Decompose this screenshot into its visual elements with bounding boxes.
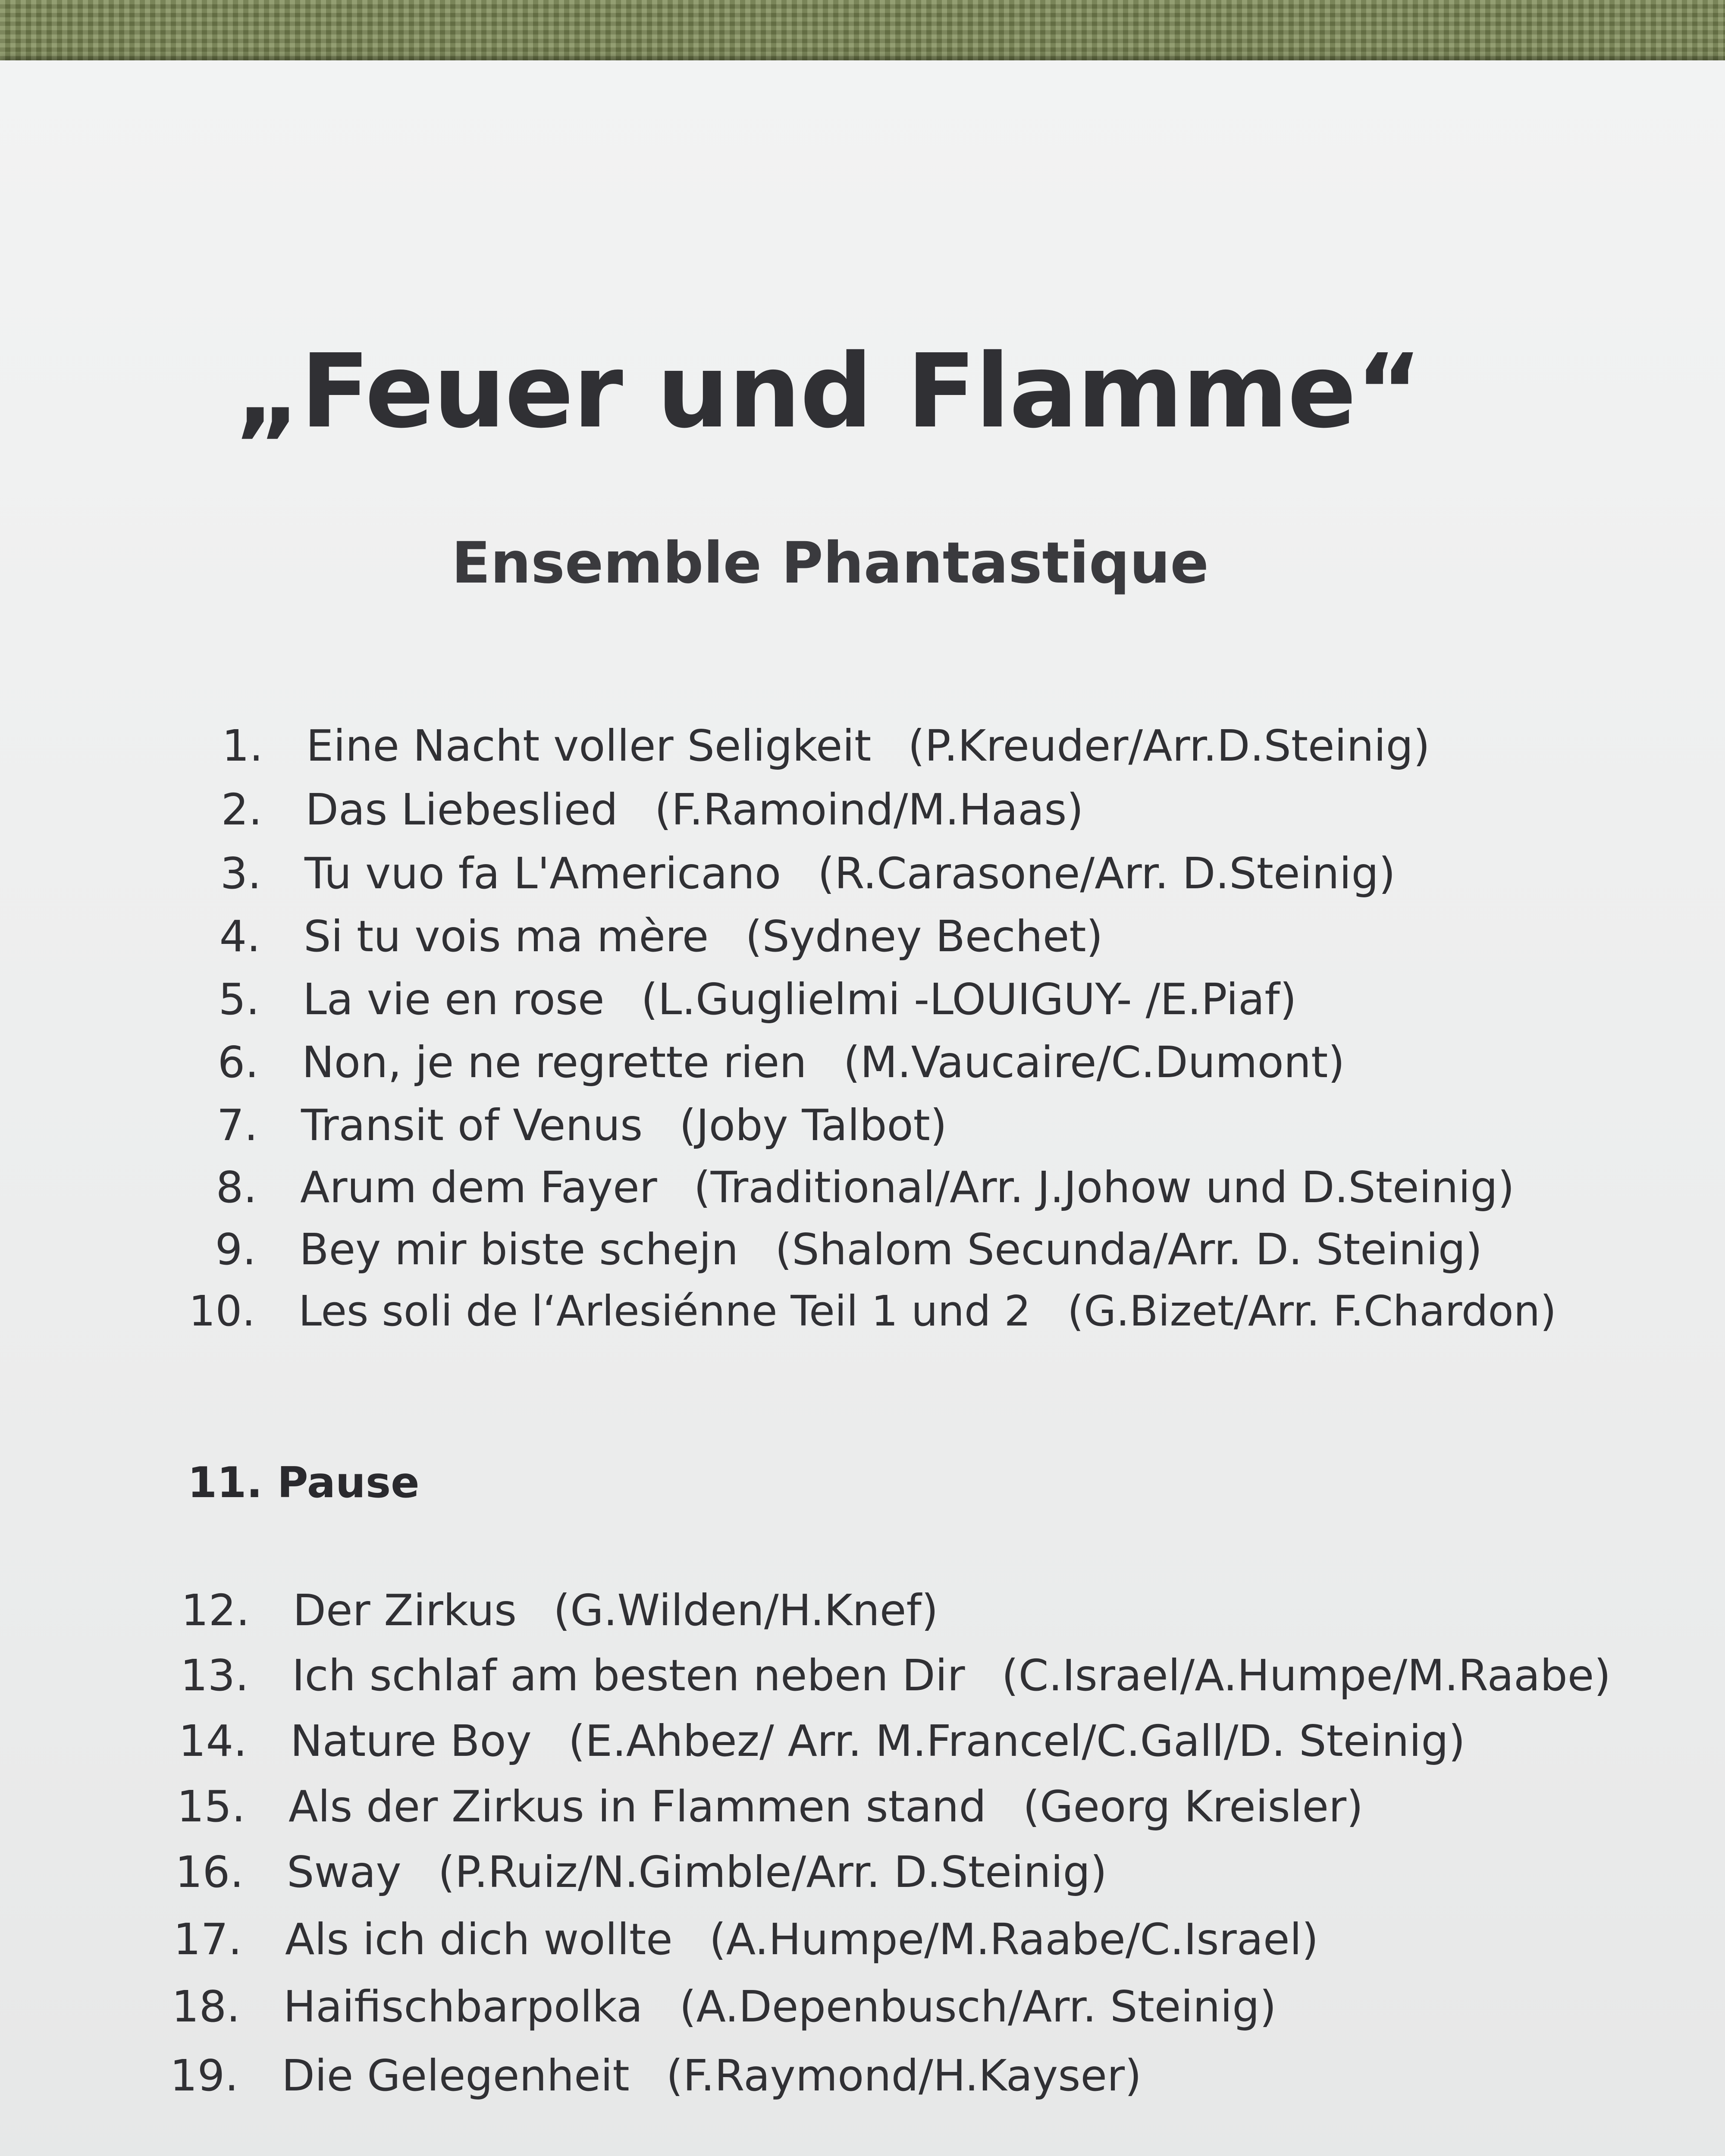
- fabric-background: [0, 0, 1725, 65]
- song-credit: (Shalom Secunda/Arr. D. Steinig): [775, 1224, 1483, 1275]
- song-credit: (Georg Kreisler): [1022, 1781, 1364, 1832]
- item-number: 3.: [220, 848, 261, 899]
- song-credit: (Joby Talbot): [679, 1100, 947, 1150]
- item-number: 12.: [181, 1585, 250, 1636]
- song-title: Eine Nacht voller Seligkeit: [306, 721, 872, 771]
- song-title: La vie en rose: [303, 974, 605, 1025]
- list-item: [165, 1981, 1276, 2032]
- list-item: [170, 1781, 1364, 1832]
- song-title: Si tu vois ma mère: [304, 911, 709, 962]
- song-title: Non, je ne regrette rien: [302, 1037, 807, 1087]
- item-number: 9.: [215, 1224, 256, 1275]
- song-credit: (Sydney Bechet): [745, 911, 1103, 962]
- song-title: Als ich dich wollte: [285, 1914, 673, 1965]
- list-item: [166, 1914, 1319, 1965]
- song-title: Haifischbarpolka: [283, 1981, 643, 2032]
- page-title: „Feuer und Flamme“: [234, 332, 1422, 451]
- list-item: [188, 721, 1430, 771]
- song-title: Bey mir biste schejn: [299, 1224, 739, 1275]
- item-number: 6.: [217, 1037, 259, 1087]
- song-title: Der Zirkus: [293, 1585, 517, 1636]
- list-item: [185, 911, 1103, 962]
- song-credit: (A.Humpe/M.Raabe/C.Israel): [709, 1914, 1319, 1965]
- song-credit: (F.Raymond/H.Kayser): [666, 2050, 1142, 2101]
- song-credit: (M.Vaucaire/C.Dumont): [843, 1037, 1345, 1087]
- song-credit: (F.Ramoind/M.Haas): [654, 784, 1084, 835]
- list-item: [184, 974, 1297, 1025]
- song-credit: (P.Ruiz/N.Gimble/Arr. D.Steinig): [438, 1847, 1107, 1897]
- list-item: [186, 848, 1396, 899]
- list-item: [187, 784, 1084, 835]
- list-item: [168, 1847, 1107, 1897]
- song-title: Nature Boy: [290, 1716, 532, 1766]
- item-number: 2.: [221, 784, 262, 835]
- song-credit: (E.Ahbez/ Arr. M.Francel/C.Gall/D. Steinig): [568, 1716, 1465, 1766]
- list-item: [181, 1224, 1483, 1275]
- item-number: 16.: [175, 1847, 244, 1897]
- item-number: 7.: [216, 1100, 258, 1150]
- song-credit: (G.Bizet/Arr. F.Chardon): [1067, 1287, 1557, 1335]
- song-credit: (R.Carasone/Arr. D.Steinig): [818, 848, 1396, 899]
- ensemble-name: Ensemble Phantastique: [452, 530, 1209, 596]
- item-number: 17.: [173, 1914, 242, 1965]
- item-number: 4.: [219, 911, 260, 962]
- item-number: 18.: [171, 1981, 240, 2032]
- pause-label: 11. Pause: [188, 1458, 420, 1507]
- item-number: 13.: [180, 1650, 249, 1701]
- song-title: Als der Zirkus in Flammen stand: [289, 1781, 986, 1832]
- song-title: Sway: [287, 1847, 401, 1897]
- song-credit: (C.Israel/A.Humpe/M.Raabe): [1001, 1650, 1611, 1701]
- song-credit: (P.Kreuder/Arr.D.Steinig): [908, 721, 1430, 771]
- song-title: Arum dem Fayer: [300, 1162, 657, 1213]
- song-credit: (L.Guglielmi -LOUIGUY- /E.Piaf): [641, 974, 1297, 1025]
- list-item: [182, 1162, 1515, 1213]
- song-title: Das Liebeslied: [305, 784, 618, 835]
- song-title: Ich schlaf am besten neben Dir: [292, 1650, 965, 1701]
- program-sheet: [0, 60, 1725, 2156]
- item-number: 5.: [218, 974, 260, 1025]
- item-number: 19.: [169, 2050, 238, 2101]
- song-credit: (G.Wilden/H.Knef): [553, 1585, 938, 1636]
- song-title: Transit of Venus: [301, 1100, 643, 1150]
- list-item: [183, 1037, 1345, 1087]
- item-number: 8.: [216, 1162, 257, 1213]
- song-credit: (A.Depenbusch/Arr. Steinig): [679, 1981, 1276, 2032]
- list-item: [174, 1585, 938, 1636]
- list-item: [182, 1100, 947, 1150]
- item-number: 15.: [176, 1781, 245, 1832]
- list-item: [163, 2050, 1142, 2101]
- song-title: Les soli de l‘Arlesiénne Teil 1 und 2: [298, 1287, 1031, 1335]
- list-item: [172, 1716, 1465, 1766]
- item-number: 10.: [188, 1287, 255, 1335]
- item-number: 14.: [178, 1716, 247, 1766]
- item-number: 1.: [222, 721, 263, 771]
- song-title: Tu vuo fa L'Americano: [304, 848, 781, 899]
- list-item: [180, 1287, 1557, 1335]
- list-item: [173, 1650, 1611, 1701]
- song-title: Die Gelegenheit: [282, 2050, 630, 2101]
- song-credit: (Traditional/Arr. J.Johow und D.Steinig): [693, 1162, 1515, 1213]
